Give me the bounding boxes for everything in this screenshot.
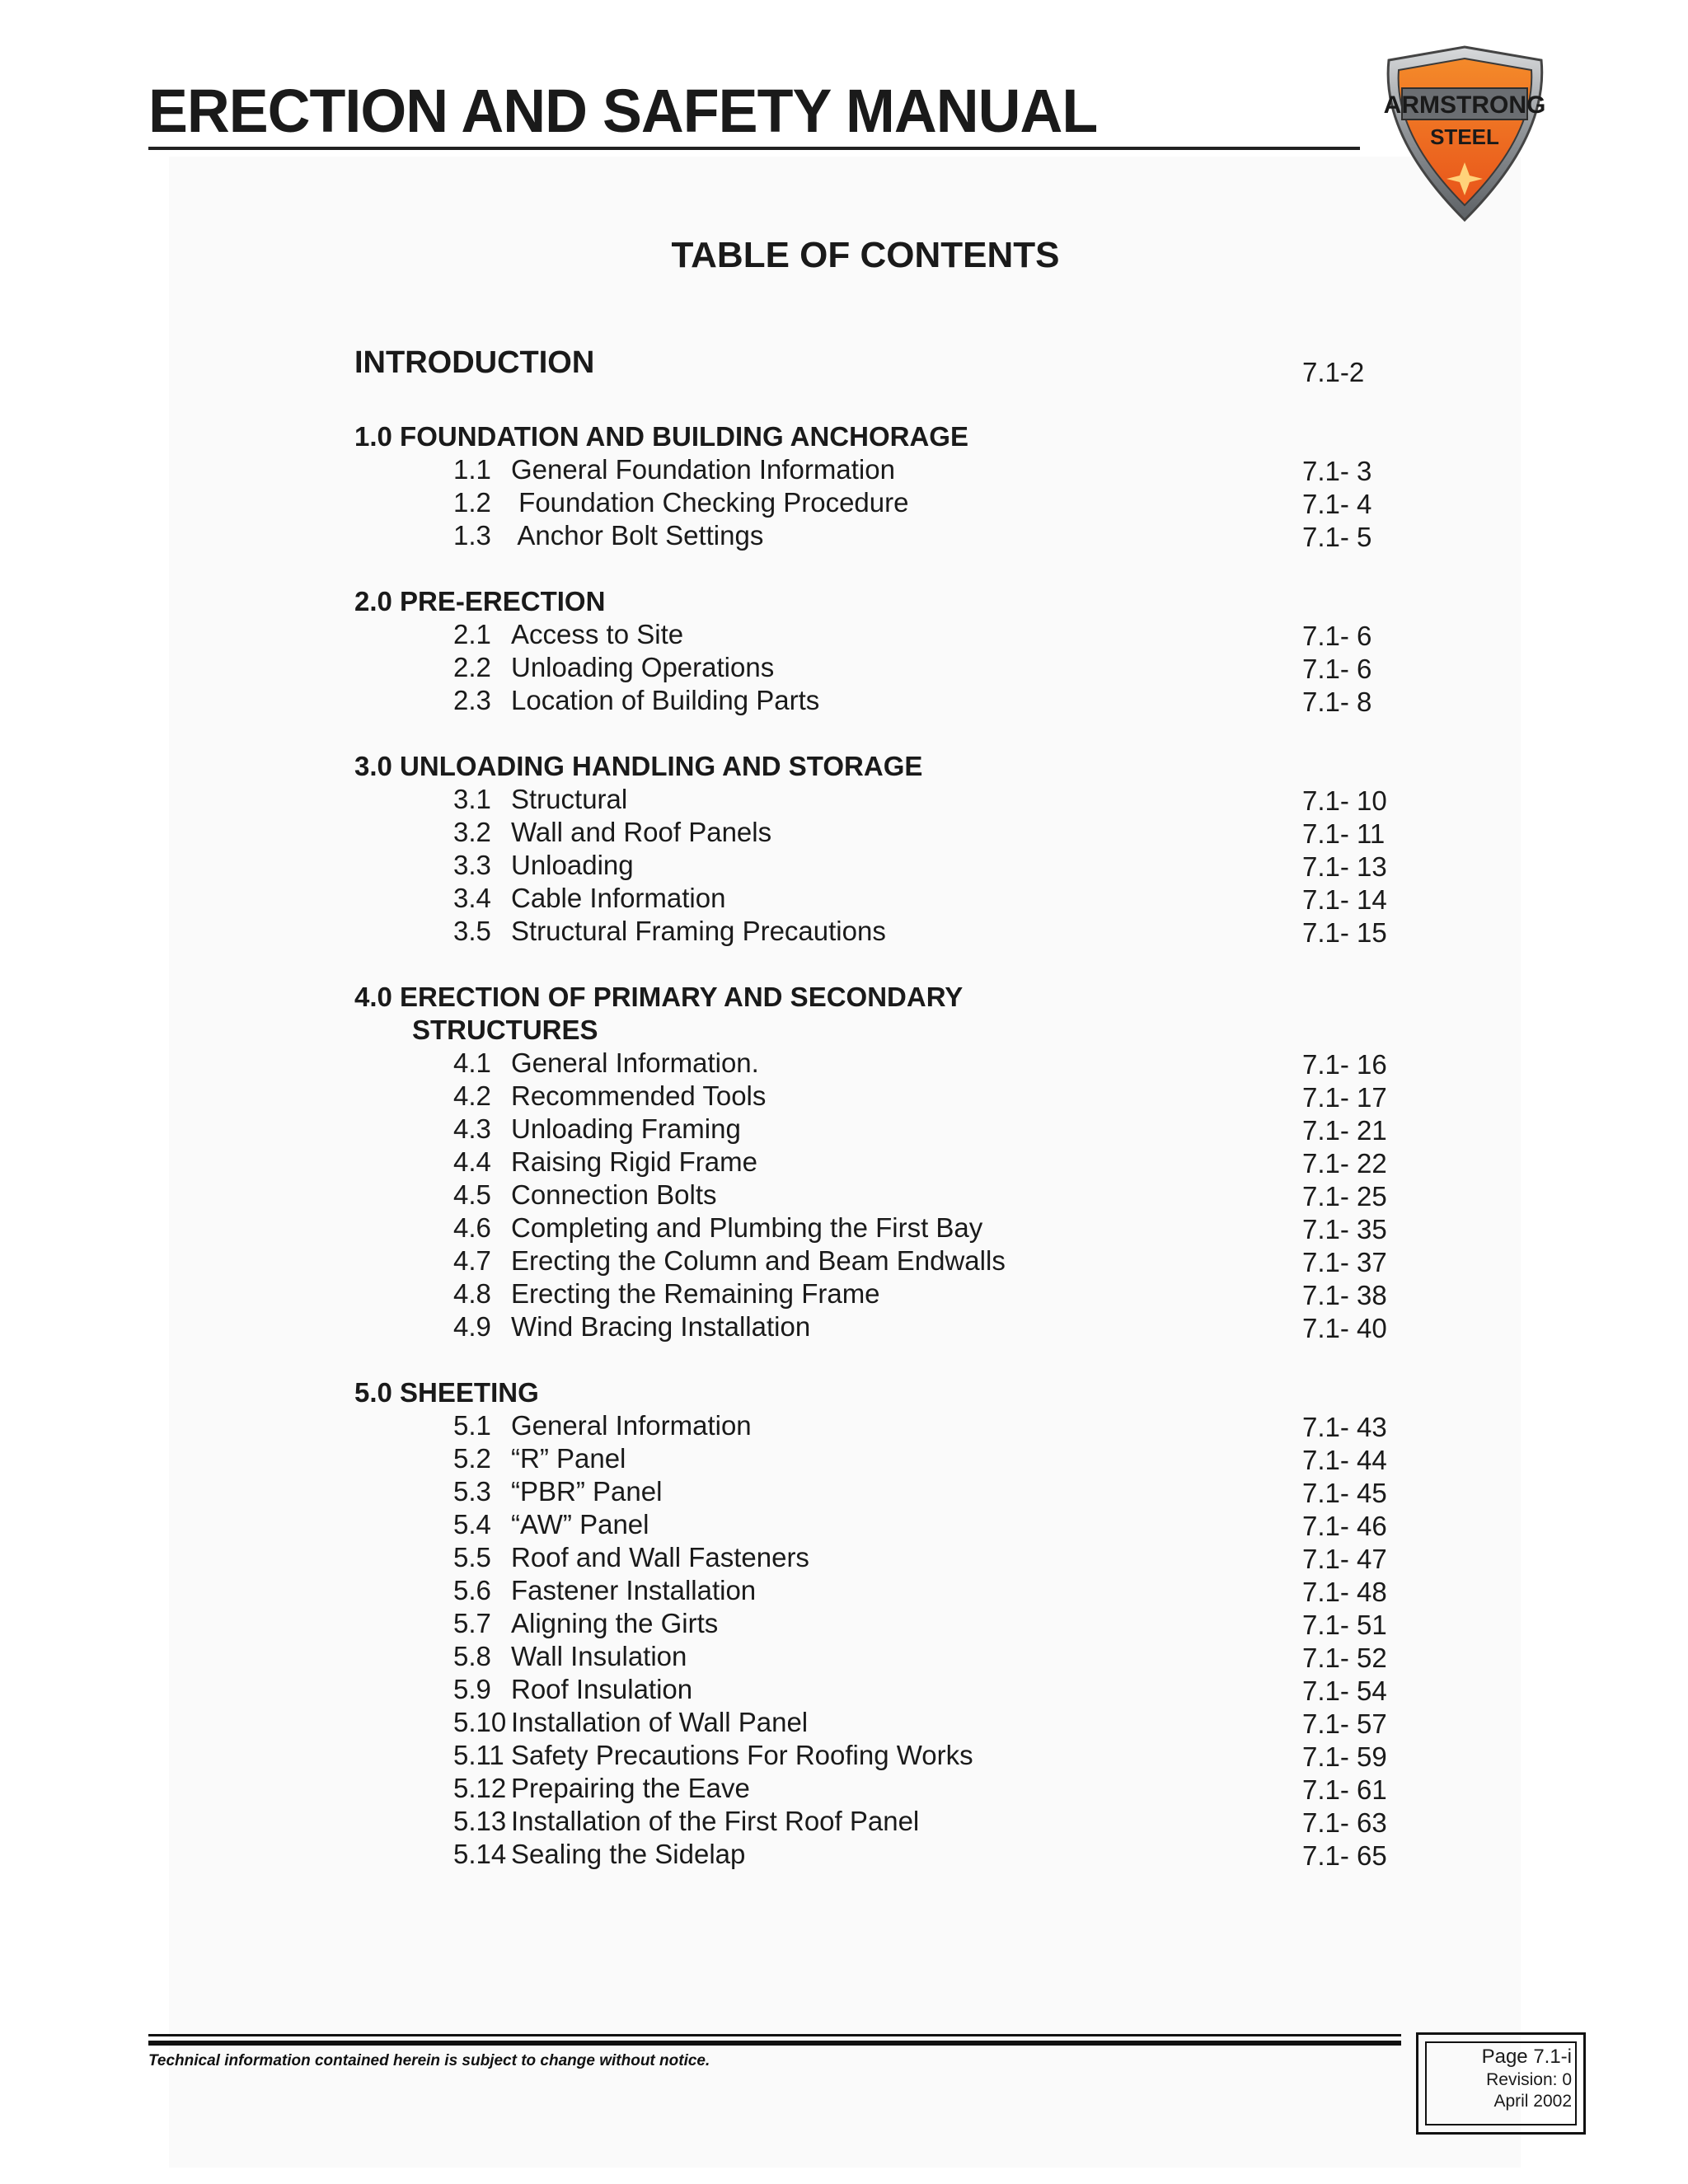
page-number: Page 7.1-i [1481, 2046, 1572, 2068]
toc-entry-label: “PBR” Panel [511, 1476, 663, 1507]
toc-entry-label: Recommended Tools [511, 1080, 767, 1111]
toc-entry-page: 7.1- 22 [1302, 1148, 1387, 1179]
toc-entry-number: 2.3 [453, 685, 491, 715]
logo-text-armstrong: ARMSTRONG [1383, 91, 1546, 119]
toc-entry-number: 3.5 [453, 916, 491, 946]
toc-section-title-text: 1.0 FOUNDATION AND BUILDING ANCHORAGE [354, 421, 968, 452]
toc-entry[interactable] [354, 1838, 1409, 1871]
toc-section-title[interactable] [354, 981, 1409, 1047]
toc-entry-label: Installation of the First Roof Panel [511, 1806, 920, 1836]
toc-entry-page: 7.1- 21 [1302, 1115, 1387, 1146]
footer-rule-thin [148, 2034, 1401, 2036]
toc-entry-number: 5.7 [453, 1608, 491, 1638]
toc-entry-page: 7.1- 35 [1302, 1214, 1387, 1244]
toc-entry[interactable] [354, 915, 1409, 948]
toc-entry[interactable] [354, 849, 1409, 882]
toc-entry[interactable] [354, 1772, 1409, 1805]
toc-entry-number: 4.5 [453, 1179, 491, 1210]
toc-entry-page: 7.1- 61 [1302, 1774, 1387, 1805]
toc-entry-page: 7.1- 52 [1302, 1643, 1387, 1673]
toc-sections [354, 420, 1409, 1871]
toc-section-title-text: 3.0 UNLOADING HANDLING AND STORAGE [354, 751, 923, 781]
toc-entry-page: 7.1- 3 [1302, 456, 1372, 486]
toc-introduction-title: INTRODUCTION [354, 345, 595, 380]
toc-entry-label: Roof and Wall Fasteners [511, 1542, 809, 1572]
toc-entry-number: 4.6 [453, 1212, 491, 1243]
toc-entry-page: 7.1- 63 [1302, 1807, 1387, 1838]
toc-entry-number: 5.9 [453, 1674, 491, 1704]
toc-entry[interactable] [354, 1640, 1409, 1673]
toc-title: TABLE OF CONTENTS [671, 235, 1060, 275]
toc-entry[interactable] [354, 816, 1409, 849]
toc-entry-page: 7.1- 57 [1302, 1708, 1387, 1739]
toc-entry-page: 7.1- 51 [1302, 1610, 1387, 1640]
toc-entry-label: Aligning the Girts [511, 1608, 719, 1638]
toc-entry-number: 5.8 [453, 1641, 491, 1671]
toc-entry[interactable] [354, 618, 1409, 651]
toc-section-title[interactable] [354, 420, 1409, 453]
toc-entry-number: 5.11 [453, 1740, 504, 1770]
toc-entry-label: Unloading [511, 850, 634, 880]
toc-entry[interactable] [354, 1541, 1409, 1574]
toc-entry[interactable] [354, 1179, 1409, 1212]
toc-entry[interactable] [354, 453, 1409, 486]
toc-entry-page: 7.1- 65 [1302, 1840, 1387, 1871]
toc-entry-page: 7.1- 45 [1302, 1478, 1387, 1508]
toc-entry[interactable] [354, 1805, 1409, 1838]
toc-entry-page: 7.1- 13 [1302, 851, 1387, 882]
toc-section [354, 981, 1409, 1343]
toc-entry-label: Connection Bolts [511, 1179, 717, 1210]
toc-entry-number: 3.3 [453, 850, 491, 880]
toc-entry[interactable] [354, 1212, 1409, 1244]
toc-section-title[interactable] [354, 585, 1409, 618]
toc-entry-number: 4.3 [453, 1113, 491, 1144]
toc-entry[interactable] [354, 1508, 1409, 1541]
toc-entry[interactable] [354, 519, 1409, 552]
toc-entry-label: Unloading Framing [511, 1113, 741, 1144]
toc-entry-page: 7.1- 48 [1302, 1577, 1387, 1607]
toc-entry-label: Fastener Installation [511, 1575, 757, 1605]
toc-entry[interactable] [354, 1146, 1409, 1179]
toc-entry[interactable] [354, 1409, 1409, 1442]
footer-rule-thick [148, 2041, 1401, 2046]
toc-entry-label: Roof Insulation [511, 1674, 693, 1704]
toc-entry-label: Cable Information [511, 883, 726, 913]
toc-entry[interactable] [354, 1080, 1409, 1113]
toc-entry-page: 7.1- 43 [1302, 1412, 1387, 1442]
toc-entry[interactable] [354, 1574, 1409, 1607]
toc-section-title[interactable] [354, 1376, 1409, 1409]
toc-entry-number: 4.7 [453, 1245, 491, 1276]
toc-entry-number: 5.1 [453, 1410, 491, 1441]
toc-entry-label: Wall and Roof Panels [511, 817, 772, 847]
toc-entry-number: 3.1 [453, 784, 491, 814]
page-info-box-inner [1425, 2041, 1577, 2125]
footer-disclaimer: Technical information contained herein is subject to change without notice. [148, 2052, 710, 2069]
toc-section-title-continued: STRUCTURES [412, 1015, 598, 1045]
toc-entry-label: “R” Panel [511, 1443, 626, 1474]
toc-entry-number: 5.2 [453, 1443, 491, 1474]
toc-introduction-page: 7.1-2 [1302, 357, 1365, 387]
toc-section-title-text: 2.0 PRE-ERECTION [354, 586, 606, 616]
toc-introduction [354, 338, 1409, 387]
toc-section-title-text: 5.0 SHEETING [354, 1377, 539, 1408]
toc-entry-page: 7.1- 40 [1302, 1313, 1387, 1343]
toc-entry-label: Raising Rigid Frame [511, 1146, 757, 1177]
manual-title: ERECTION AND SAFETY MANUAL [148, 77, 1098, 145]
toc-entry-page: 7.1- 47 [1302, 1544, 1387, 1574]
toc-entry-number: 5.5 [453, 1542, 491, 1572]
toc-entry-number: 5.3 [453, 1476, 491, 1507]
toc-entry-label: Prepairing the Eave [511, 1773, 750, 1803]
toc-entry[interactable] [354, 1310, 1409, 1343]
toc-entry-label: Structural [511, 784, 628, 814]
toc-entry[interactable] [354, 783, 1409, 816]
toc-introduction-row[interactable] [354, 338, 1409, 387]
toc-entry-label: Structural Framing Precautions [511, 916, 886, 946]
toc-entry-number: 3.2 [453, 817, 491, 847]
toc-section [354, 585, 1409, 717]
toc-entry-page: 7.1- 17 [1302, 1082, 1387, 1113]
toc-entry[interactable] [354, 1739, 1409, 1772]
toc-entry-page: 7.1- 59 [1302, 1741, 1387, 1772]
toc-entry-page: 7.1- 38 [1302, 1280, 1387, 1310]
toc-entry-label: Unloading Operations [511, 652, 775, 682]
toc-entry[interactable] [354, 1277, 1409, 1310]
toc-entry-number: 5.13 [453, 1806, 507, 1836]
toc-entry-number: 4.2 [453, 1080, 491, 1111]
toc-entry[interactable] [354, 1706, 1409, 1739]
toc-entry-number: 5.12 [453, 1773, 507, 1803]
header-rule [148, 147, 1360, 150]
toc-entry-label: Wall Insulation [511, 1641, 687, 1671]
toc-entry[interactable] [354, 1113, 1409, 1146]
toc-entry-page: 7.1- 54 [1302, 1675, 1387, 1706]
toc-entry-number: 4.1 [453, 1047, 491, 1078]
toc-entry[interactable] [354, 1442, 1409, 1475]
toc-entry[interactable] [354, 1244, 1409, 1277]
toc-section [354, 420, 1409, 552]
revision-label: Revision: 0 [1486, 2070, 1572, 2089]
toc-entry-number: 5.14 [453, 1839, 507, 1869]
toc-entry-label: Anchor Bolt Settings [511, 520, 764, 551]
toc-entry-number: 2.2 [453, 652, 491, 682]
toc-section-title-text: 4.0 ERECTION OF PRIMARY AND SECONDARY [354, 982, 964, 1012]
toc-entry-page: 7.1- 44 [1302, 1445, 1387, 1475]
toc-entry[interactable] [354, 1047, 1409, 1080]
toc-entry-label: Erecting the Remaining Frame [511, 1278, 880, 1309]
toc-entry-number: 3.4 [453, 883, 491, 913]
toc-entry[interactable] [354, 486, 1409, 519]
toc-entry-number: 5.10 [453, 1707, 507, 1737]
toc-entry-page: 7.1- 14 [1302, 884, 1387, 915]
toc-entry-label: Completing and Plumbing the First Bay [511, 1212, 983, 1243]
armstrong-steel-logo [1372, 45, 1558, 223]
toc-entry-page: 7.1- 11 [1302, 818, 1386, 849]
toc-entry-page: 7.1- 6 [1302, 654, 1372, 684]
toc-entry-label: General Information [511, 1410, 752, 1441]
toc-entry-page: 7.1- 16 [1302, 1049, 1387, 1080]
toc-entry-number: 5.4 [453, 1509, 491, 1540]
toc-entry-label: Sealing the Sidelap [511, 1839, 746, 1869]
toc-entry[interactable] [354, 1475, 1409, 1508]
toc-entry-number: 2.1 [453, 619, 491, 649]
toc-section [354, 1376, 1409, 1871]
toc-entry-number: 1.1 [453, 454, 491, 485]
toc-entry[interactable] [354, 1673, 1409, 1706]
toc-entry-page: 7.1- 4 [1302, 489, 1372, 519]
toc-entry-page: 7.1- 5 [1302, 522, 1372, 552]
toc-entry-label: Access to Site [511, 619, 684, 649]
toc-entry[interactable] [354, 651, 1409, 684]
toc-entry-number: 1.3 [453, 520, 491, 551]
toc-entry-label: Foundation Checking Procedure [511, 487, 909, 518]
toc-entry-number: 1.2 [453, 487, 491, 518]
toc-entry-page: 7.1- 10 [1302, 785, 1387, 816]
toc-entry-number: 4.8 [453, 1278, 491, 1309]
toc-entry-label: Wind Bracing Installation [511, 1311, 811, 1342]
toc-entry[interactable] [354, 882, 1409, 915]
toc-entry[interactable] [354, 684, 1409, 717]
toc-entry-label: General Information. [511, 1047, 759, 1078]
toc-entry-label: Installation of Wall Panel [511, 1707, 809, 1737]
toc-entry-label: General Foundation Information [511, 454, 895, 485]
toc-section [354, 750, 1409, 948]
toc-entry-number: 4.9 [453, 1311, 491, 1342]
toc-entry-number: 4.4 [453, 1146, 491, 1177]
toc-entry-page: 7.1- 37 [1302, 1247, 1387, 1277]
toc-entry-page: 7.1- 8 [1302, 687, 1372, 717]
toc-entry-label: Location of Building Parts [511, 685, 820, 715]
table-of-contents [354, 338, 1409, 1904]
toc-section-title[interactable] [354, 750, 1409, 783]
toc-entry-label: Safety Precautions For Roofing Works [511, 1740, 973, 1770]
page-info-box [1416, 2032, 1586, 2135]
toc-entry-number: 5.6 [453, 1575, 491, 1605]
logo-text-steel: STEEL [1430, 124, 1499, 149]
toc-entry-label: Erecting the Column and Beam Endwalls [511, 1245, 1006, 1276]
revision-date: April 2002 [1493, 2092, 1572, 2111]
toc-entry[interactable] [354, 1607, 1409, 1640]
toc-entry-page: 7.1- 6 [1302, 621, 1372, 651]
toc-entry-label: “AW” Panel [511, 1509, 649, 1540]
toc-entry-page: 7.1- 46 [1302, 1511, 1387, 1541]
toc-entry-page: 7.1- 25 [1302, 1181, 1387, 1212]
toc-entry-page: 7.1- 15 [1302, 917, 1387, 948]
